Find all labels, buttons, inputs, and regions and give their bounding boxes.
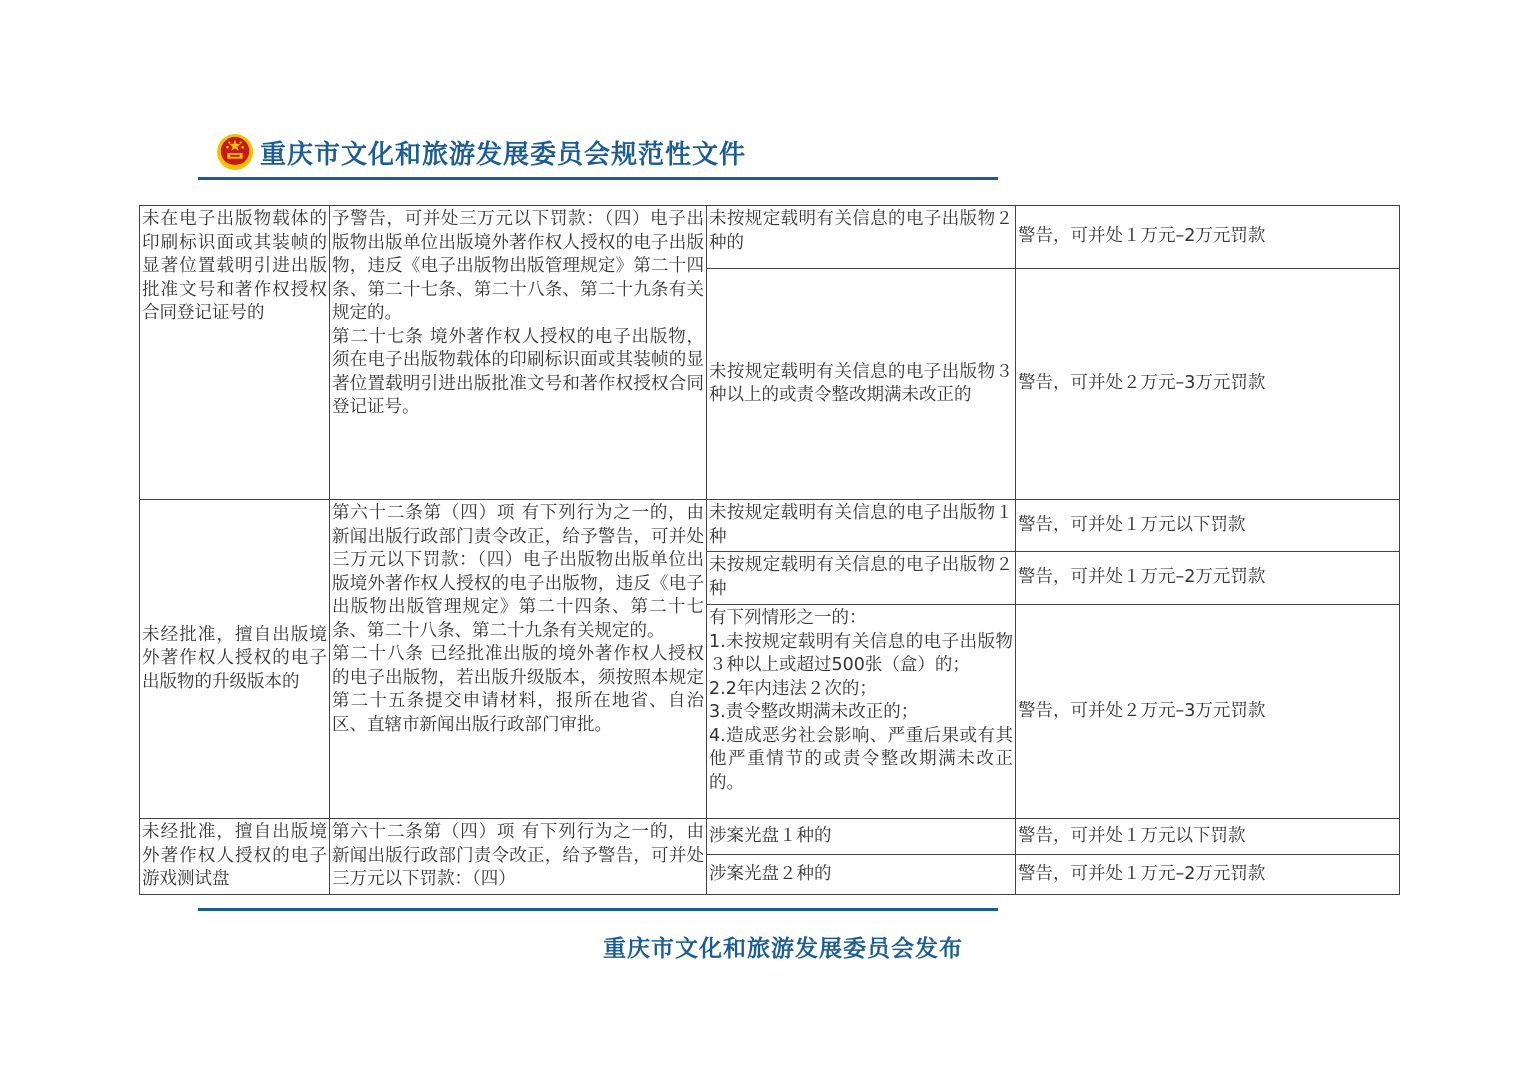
legal-basis-text: 第二十八条 已经批准出版的境外著作权人授权的电子出版物，若出版升级版本，须按照本规定第二十五条提交申请材料，报所在地省、自治区、直辖市新闻出版行政部门审批。 — [332, 644, 704, 735]
legal-basis-text: 第六十二条第（四）项 有下列行为之一的，由新闻出版行政部门责令改正，给予警告，可并处三万元以下罚款：（四） — [332, 822, 704, 889]
penalty-cell: 警告，可并处１万元–2万元罚款 — [1016, 855, 1400, 894]
legal-basis-text: 第二十七条 境外著作权人授权的电子出版物，须在电子出版物载体的印刷标识面或其装帧的显著位置载明引进出版批准文号和著作权授权合同登记证号。 — [332, 326, 704, 417]
national-emblem-icon — [216, 133, 254, 171]
penalty-cell: 警告，可并处１万元–2万元罚款 — [1016, 552, 1400, 605]
circumstance-cell: 未按规定载明有关信息的电子出版物１种 — [707, 500, 1016, 552]
legal-basis-text: 第六十二条第（四）项 有下列行为之一的，由新闻出版行政部门责令改正，给予警告，可并处三万元以下罚款：（四）电子出版物出版单位出版境外著作权人授权的电子出版物，违反《电子出版物出版管理规定》第二十四条、第二十七条、第二十八条、第二十九条有关规定的。 — [332, 503, 704, 641]
penalty-cell: 警告，可并处２万元–3万元罚款 — [1016, 269, 1400, 500]
table-row — [140, 819, 1400, 855]
circumstance-cell: 未按规定载明有关信息的电子出版物３种以上的或责令整改期满未改正的 — [707, 269, 1016, 500]
circumstance-cell: 涉案光盘１种的 — [707, 819, 1016, 855]
circumstance-cell: 未按规定载明有关信息的电子出版物２种 — [707, 552, 1016, 605]
document-header — [216, 130, 746, 174]
legal-basis-cell — [330, 500, 707, 819]
violation-cell: 未经批准，擅自出版境外著作权人授权的电子游戏测试盘 — [140, 819, 330, 895]
violation-cell: 未经批准，擅自出版境外著作权人授权的电子出版物的升级版本的 — [140, 500, 330, 819]
footer-rule — [198, 908, 998, 911]
document-title: 重庆市文化和旅游发展委员会规范性文件 — [260, 139, 747, 170]
penalty-cell: 警告，可并处１万元以下罚款 — [1016, 819, 1400, 855]
footer-publisher: 重庆市文化和旅游发展委员会发布 — [603, 935, 963, 962]
legal-basis-cell — [330, 819, 707, 895]
header-rule — [198, 177, 998, 180]
penalty-cell: 警告，可并处２万元–3万元罚款 — [1016, 605, 1400, 819]
circumstance-cell: 未按规定载明有关信息的电子出版物２种的 — [707, 206, 1016, 269]
circumstance-cell: 有下列情形之一的： 1.未按规定载明有关信息的电子出版物３种以上或超过500张（盒）的； 2.2年内违法２次的； 3.责令整改期满未改正的； 4.造成恶劣社会影响、严重后果或有其他严重情节的或责令整改期满未改正的。 — [707, 605, 1016, 819]
table-row — [140, 500, 1400, 552]
legal-basis-cell — [330, 206, 707, 500]
penalty-table — [139, 205, 1400, 895]
table-row — [140, 206, 1400, 269]
legal-basis-text: 予警告，可并处三万元以下罚款：（四）电子出版物出版单位出版境外著作权人授权的电子出版物，违反《电子出版物出版管理规定》第二十四条、第二十七条、第二十八条、第二十九条有关规定的。 — [332, 209, 704, 323]
circumstance-cell: 涉案光盘２种的 — [707, 855, 1016, 894]
penalty-cell: 警告，可并处１万元–2万元罚款 — [1016, 206, 1400, 269]
penalty-cell: 警告，可并处１万元以下罚款 — [1016, 500, 1400, 552]
violation-cell: 未在电子出版物载体的印刷标识面或其装帧的显著位置载明引进出版批准文号和著作权授权合同登记证号的 — [140, 206, 330, 500]
